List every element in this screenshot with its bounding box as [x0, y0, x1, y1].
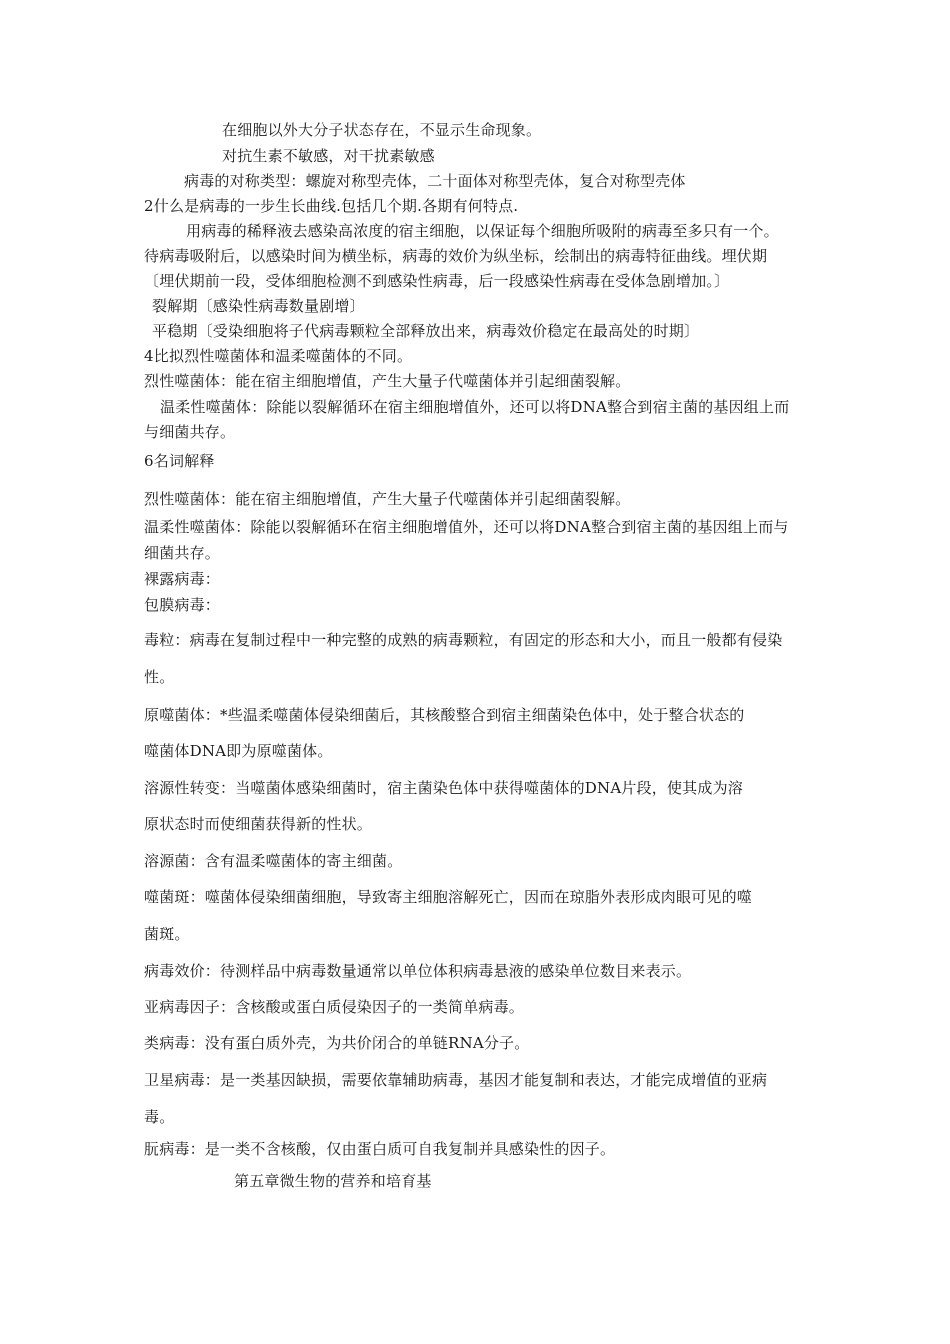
- text-line: 对抗生素不敏感，对干扰素敏感: [222, 147, 435, 165]
- definition-line: 噬菌体DNA即为原噬菌体。: [144, 742, 333, 760]
- definition-line: 原噬菌体：*些温柔噬菌体侵染细菌后，其核酸整合到宿主细菌染色体中，处于整合状态的: [144, 706, 745, 724]
- text-line: 病毒的对称类型：螺旋对称型壳体，二十面体对称型壳体，复合对称型壳体: [184, 172, 686, 190]
- definition-line: 菌斑。: [144, 925, 190, 943]
- text-line: 〔埋伏期前一段，受体细胞检测不到感染性病毒，后一段感染性病毒在受体急剧增加。〕: [144, 272, 730, 290]
- definition-line: 毒。: [144, 1108, 175, 1126]
- definition-line: 原状态时而使细菌获得新的性状。: [144, 815, 373, 833]
- text-line: 温柔性噬菌体：除能以裂解循环在宿主细胞增值外，还可以将DNA整合到宿主菌的基因组上而: [160, 398, 790, 416]
- text-line: 与细菌共存。: [144, 423, 236, 441]
- definition-line: 亚病毒因子：含核酸或蛋白质侵染因子的一类简单病毒。: [144, 998, 525, 1016]
- text-line: 待病毒吸附后，以感染时间为横坐标，病毒的效价为纵坐标，绘制出的病毒特征曲线。埋伏期: [144, 247, 768, 265]
- section-heading: 6名词解释: [144, 452, 215, 470]
- text-line: 在细胞以外大分子状态存在，不显示生命现象。: [222, 121, 542, 139]
- definition-line: 性。: [144, 668, 175, 686]
- definition-line: 溶源菌：含有温柔噬菌体的寄主细菌。: [144, 852, 403, 870]
- question-heading: 2什么是病毒的一步生长曲线.包括几个期.各期有何特点.: [144, 197, 519, 215]
- definition-line: 温柔性噬菌体：除能以裂解循环在宿主细胞增值外，还可以将DNA整合到宿主菌的基因组上而与: [144, 518, 789, 536]
- definition-line: 细菌共存。: [144, 544, 221, 562]
- definition-line: 卫星病毒：是一类基因缺损，需要依靠辅助病毒，基因才能复制和表达，才能完成增值的亚病: [144, 1071, 768, 1089]
- definition-line: 烈性噬菌体：能在宿主细胞增值，产生大量子代噬菌体并引起细菌裂解。: [144, 490, 631, 508]
- definition-line: 裸露病毒：: [144, 570, 221, 588]
- definition-line: 包膜病毒：: [144, 596, 221, 614]
- text-line: 裂解期〔感染性病毒数量剧增〕: [152, 297, 365, 315]
- definition-line: 毒粒：病毒在复制过程中一种完整的成熟的病毒颗粒，有固定的形态和大小，而且一般都有侵染: [144, 631, 783, 649]
- definition-line: 噬菌斑：噬菌体侵染细菌细胞，导致寄主细胞溶解死亡，因而在琼脂外表形成肉眼可见的噬: [144, 888, 753, 906]
- definition-line: 类病毒：没有蛋白质外壳，为共价闭合的单链RNA分子。: [144, 1034, 530, 1052]
- text-line: 平稳期〔受染细胞将子代病毒颗粒全部释放出来，病毒效价稳定在最高处的时期〕: [152, 322, 700, 340]
- question-heading: 4比拟烈性噬菌体和温柔噬菌体的不同。: [144, 347, 413, 365]
- definition-line: 溶源性转变：当噬菌体感染细菌时，宿主菌染色体中获得噬菌体的DNA片段，使其成为溶: [144, 779, 743, 797]
- definition-line: 朊病毒：是一类不含核酸，仅由蛋白质可自我复制并具感染性的因子。: [144, 1140, 616, 1158]
- text-line: 用病毒的稀释液去感染高浓度的宿主细胞，以保证每个细胞所吸附的病毒至多只有一个。: [186, 222, 779, 240]
- text-line: 烈性噬菌体：能在宿主细胞增值，产生大量子代噬菌体并引起细菌裂解。: [144, 372, 631, 390]
- definition-line: 病毒效价：待测样品中病毒数量通常以单位体积病毒悬液的感染单位数目来表示。: [144, 962, 692, 980]
- chapter-title: 第五章微生物的营养和培育基: [234, 1172, 432, 1190]
